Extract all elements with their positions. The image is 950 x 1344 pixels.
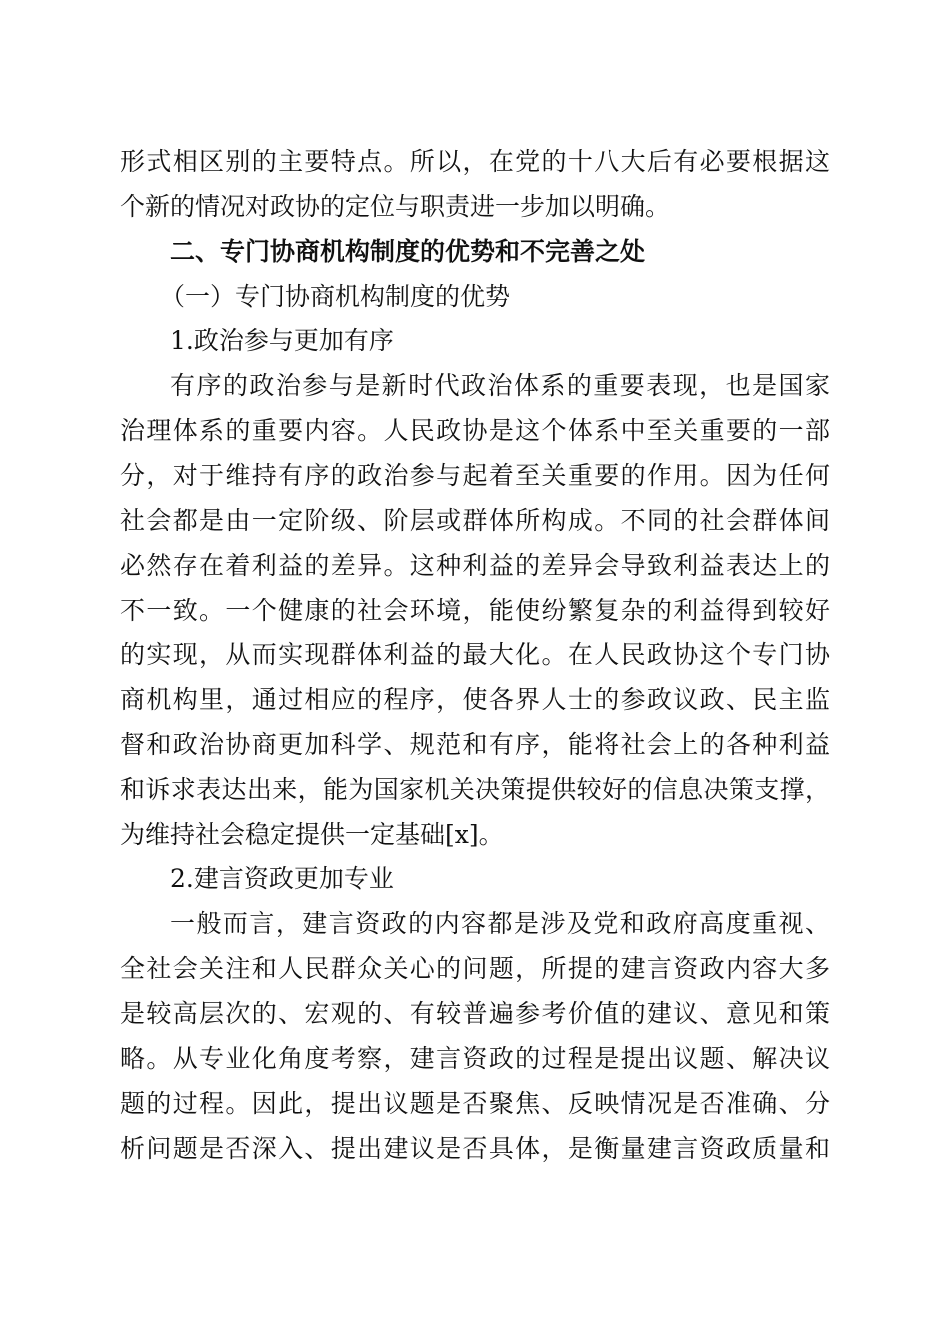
- subsection-heading: （一）专门协商机构制度的优势: [160, 282, 511, 311]
- para1-line-5: 必然存在着利益的差异。这种利益的差异会导致利益表达上的: [120, 551, 830, 580]
- para1-line-2: 治理体系的重要内容。人民政协是这个体系中至关重要的一部: [120, 416, 830, 445]
- para2-line-3: 是较高层次的、宏观的、有较普遍参考价值的建议、意见和策: [120, 999, 830, 1028]
- para1-line-8: 商机构里，通过相应的程序，使各界人士的参政议政、民主监: [120, 685, 830, 714]
- para1-line-3: 分，对于维持有序的政治参与起着至关重要的作用。因为任何: [120, 461, 830, 490]
- para1-line-10: 和诉求表达出来，能为国家机关决策提供较好的信息决策支撑，: [120, 775, 830, 804]
- para2-line-5: 题的过程。因此，提出议题是否聚焦、反映情况是否准确、分: [120, 1089, 830, 1118]
- para1-line-7: 的实现，从而实现群体利益的最大化。在人民政协这个专门协: [120, 640, 830, 669]
- section-heading: 二、专门协商机构制度的优势和不完善之处: [170, 237, 646, 266]
- para1-line-11: 为维持社会稳定提供一定基础[x]。: [120, 820, 504, 849]
- para2-line-2: 全社会关注和人民群众关心的问题，所提的建言资政内容大多: [120, 954, 830, 983]
- item1-heading: 1.政治参与更加有序: [170, 326, 394, 355]
- para1-line-9: 督和政治协商更加科学、规范和有序，能将社会上的各种利益: [120, 730, 830, 759]
- para2-line-1: 一般而言，建言资政的内容都是涉及党和政府高度重视、: [170, 909, 830, 938]
- para2-line-6: 析问题是否深入、提出建议是否具体，是衡量建言资政质量和: [120, 1134, 830, 1163]
- item2-heading: 2.建言资政更加专业: [170, 864, 394, 893]
- para1-line-1: 有序的政治参与是新时代政治体系的重要表现，也是国家: [170, 371, 830, 400]
- para0-line-2: 个新的情况对政协的定位与职责进一步加以明确。: [120, 192, 671, 221]
- para2-line-4: 略。从专业化角度考察，建言资政的过程是提出议题、解决议: [120, 1044, 830, 1073]
- para1-line-4: 社会都是由一定阶级、阶层或群体所构成。不同的社会群体间: [120, 506, 830, 535]
- para0-line-1: 形式相区别的主要特点。所以，在党的十八大后有必要根据这: [120, 147, 830, 176]
- para1-line-6: 不一致。一个健康的社会环境，能使纷繁复杂的利益得到较好: [120, 596, 830, 625]
